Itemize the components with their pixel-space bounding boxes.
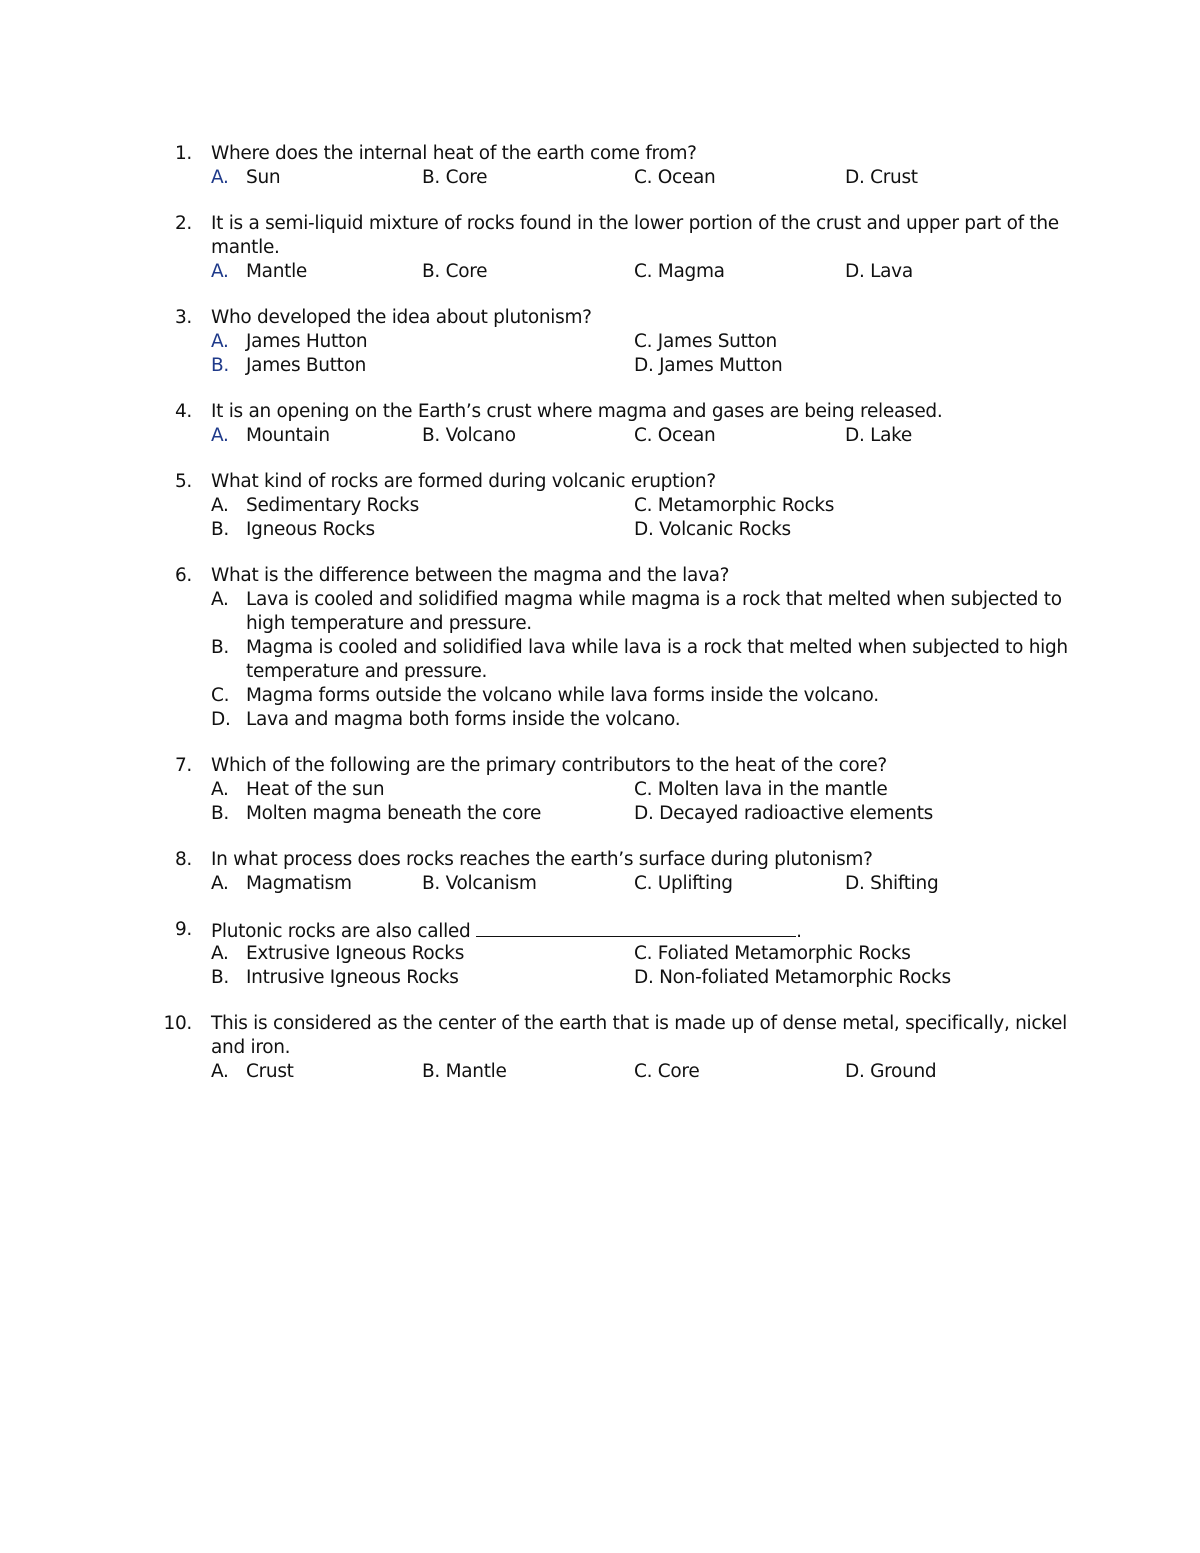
option-b[interactable]: B. Mantle <box>422 1061 507 1082</box>
option-a[interactable]: A. James Hutton <box>211 331 368 352</box>
question-stem: It is a semi-liquid mixture of rocks found in the lower portion of the crust and upper part of the <box>211 213 1059 234</box>
option-b-continued: temperature and pressure. <box>246 661 488 682</box>
option-c[interactable]: C. Foliated Metamorphic Rocks <box>634 943 911 964</box>
question-stem: What kind of rocks are formed during volcanic eruption? <box>211 471 716 492</box>
option-b[interactable]: B. Igneous Rocks <box>211 519 375 540</box>
question-stem: In what process does rocks reaches the earth’s surface during plutonism? <box>211 849 873 870</box>
option-b[interactable]: B. Intrusive Igneous Rocks <box>211 967 459 988</box>
option-b[interactable]: B. James Button <box>211 355 367 376</box>
question-stem: It is an opening on the Earth’s crust where magma and gases are being released. <box>211 401 943 422</box>
option-c[interactable]: C. James Sutton <box>634 331 777 352</box>
option-d[interactable]: D. Lava <box>845 261 913 282</box>
option-b[interactable]: B. Volcanism <box>422 873 537 894</box>
question-2 <box>0 212 1200 284</box>
question-number: 10. <box>163 1013 192 1034</box>
option-c[interactable]: C. Ocean <box>634 167 716 188</box>
question-stem: What is the difference between the magma and the lava? <box>211 565 730 586</box>
option-a[interactable]: A. Extrusive Igneous Rocks <box>211 943 465 964</box>
option-c[interactable]: C. Magma <box>634 261 725 282</box>
option-c[interactable]: C. Molten lava in the mantle <box>634 779 888 800</box>
question-1 <box>0 142 1200 190</box>
option-a[interactable]: A. Sedimentary Rocks <box>211 495 419 516</box>
question-number: 4. <box>174 401 192 422</box>
question-number: 3. <box>174 307 192 328</box>
option-d[interactable]: D. Shifting <box>845 873 939 894</box>
question-8 <box>0 848 1200 896</box>
answer-blank[interactable] <box>476 918 796 937</box>
question-stem: Who developed the idea about plutonism? <box>211 307 592 328</box>
option-a[interactable]: A. Magmatism <box>211 873 352 894</box>
option-b[interactable]: B. Molten magma beneath the core <box>211 803 542 824</box>
option-b[interactable]: B. Core <box>422 261 488 282</box>
option-c[interactable]: C. Core <box>634 1061 700 1082</box>
option-a[interactable]: A. Mantle <box>211 261 307 282</box>
option-d[interactable]: D. James Mutton <box>634 355 783 376</box>
question-number: 9. <box>174 919 192 940</box>
option-b[interactable]: B. Volcano <box>422 425 516 446</box>
question-stem: Plutonic rocks are also called . <box>211 918 802 944</box>
option-c[interactable]: C. Metamorphic Rocks <box>634 495 835 516</box>
question-number: 1. <box>174 143 192 164</box>
option-a[interactable]: A. Mountain <box>211 425 330 446</box>
option-c[interactable]: C. Ocean <box>634 425 716 446</box>
option-a[interactable]: A. Crust <box>211 1061 294 1082</box>
question-stem-continued: mantle. <box>211 237 280 258</box>
option-d[interactable]: D. Ground <box>845 1061 937 1082</box>
question-number: 2. <box>174 213 192 234</box>
option-a[interactable]: A. Heat of the sun <box>211 779 385 800</box>
option-a[interactable]: A. Lava is cooled and solidified magma while magma is a rock that melted when subjected to <box>211 589 1062 610</box>
question-6 <box>0 564 1200 732</box>
question-9 <box>0 918 1200 990</box>
question-3 <box>0 306 1200 378</box>
question-number: 7. <box>174 755 192 776</box>
option-b[interactable]: B. Magma is cooled and solidified lava while lava is a rock that melted when subjected to high <box>211 637 1068 658</box>
question-stem-continued: and iron. <box>211 1037 291 1058</box>
option-a[interactable]: A. Sun <box>211 167 281 188</box>
question-7 <box>0 754 1200 826</box>
option-d[interactable]: D. Lava and magma both forms inside the volcano. <box>211 709 681 730</box>
option-d[interactable]: D. Volcanic Rocks <box>634 519 791 540</box>
question-10 <box>0 1012 1200 1084</box>
question-stem: Which of the following are the primary contributors to the heat of the core? <box>211 755 887 776</box>
option-c[interactable]: C. Uplifting <box>634 873 733 894</box>
option-d[interactable]: D. Decayed radioactive elements <box>634 803 933 824</box>
option-b[interactable]: B. Core <box>422 167 488 188</box>
question-number: 8. <box>174 849 192 870</box>
question-4 <box>0 400 1200 448</box>
question-number: 6. <box>174 565 192 586</box>
question-stem: This is considered as the center of the earth that is made up of dense metal, specifically, nickel <box>211 1013 1067 1034</box>
quiz-list <box>0 142 1200 1106</box>
option-a-continued: high temperature and pressure. <box>246 613 532 634</box>
option-d[interactable]: D. Crust <box>845 167 918 188</box>
question-number: 5. <box>174 471 192 492</box>
option-d[interactable]: D. Non-foliated Metamorphic Rocks <box>634 967 951 988</box>
option-c[interactable]: C. Magma forms outside the volcano while lava forms inside the volcano. <box>211 685 879 706</box>
question-5 <box>0 470 1200 542</box>
option-d[interactable]: D. Lake <box>845 425 913 446</box>
question-stem: Where does the internal heat of the earth come from? <box>211 143 697 164</box>
